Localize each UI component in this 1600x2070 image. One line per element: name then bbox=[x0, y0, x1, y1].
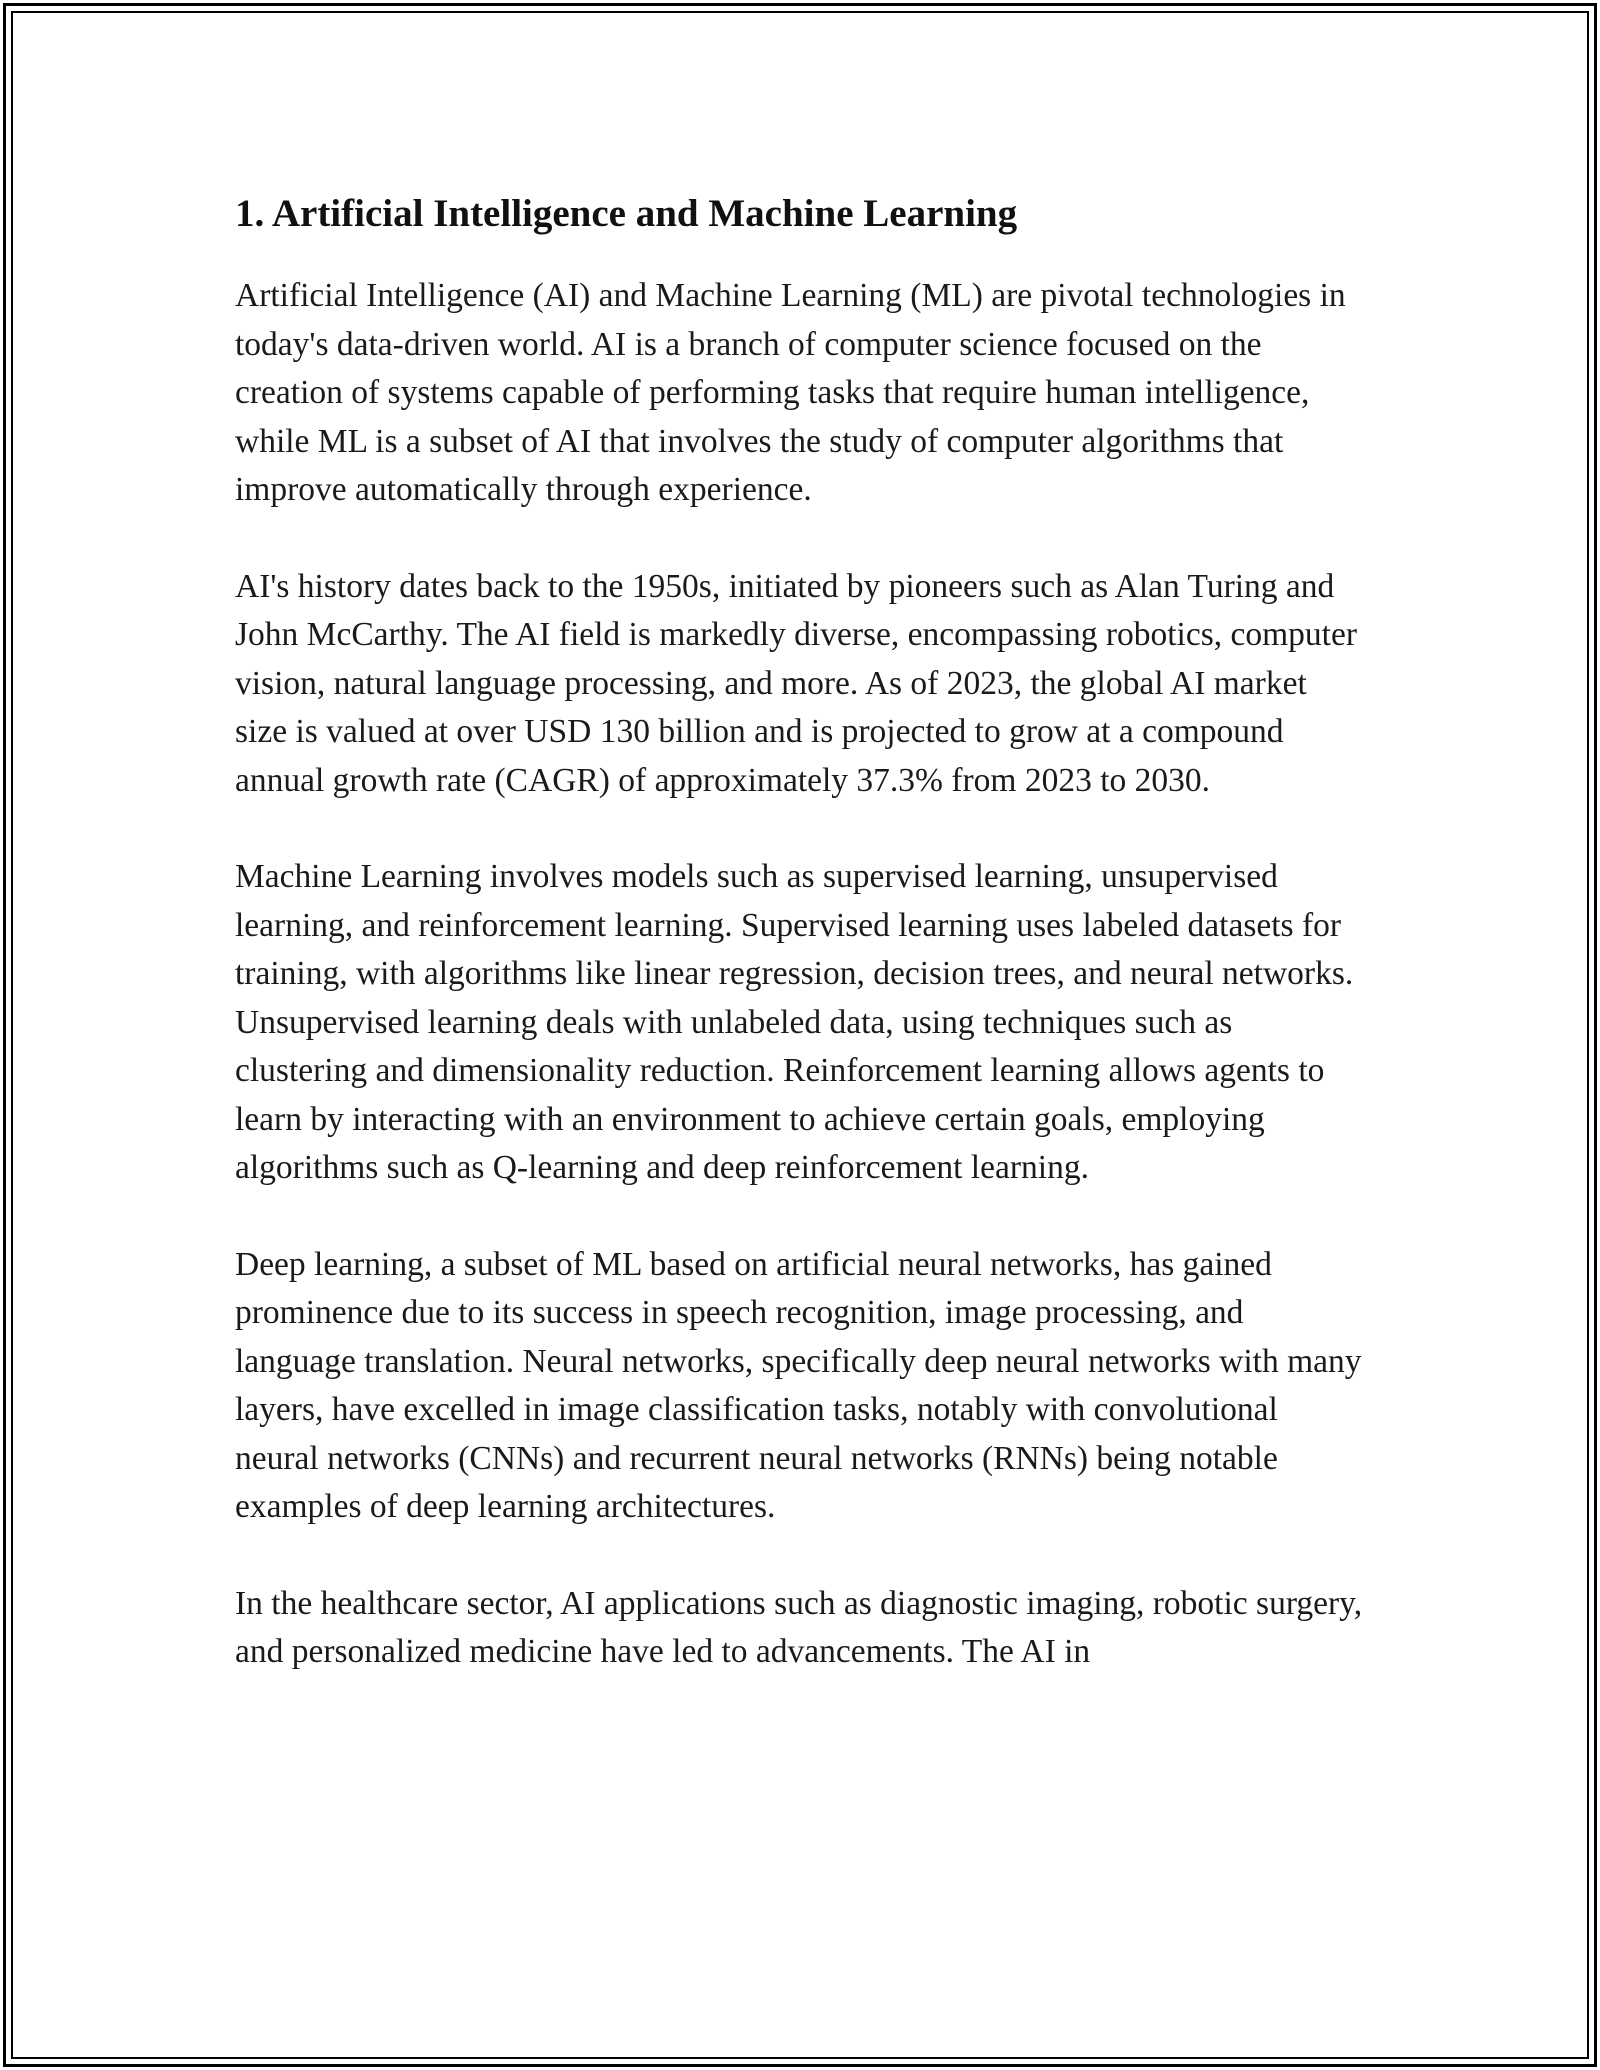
paragraph-ml-models: Machine Learning involves models such as supervised learning, unsupervised learning, and reinforcement learning. Supervised learning uses labeled datasets for training, with algorithms like linear regression, decision trees, and neural networks. Unsupervised learning deals with unlabeled data, using techniques such as clustering and dimensionality reduction. Reinforcement learning allows agents to learn by interacting with an environment to achieve certain goals, employing algorithms such as Q-learning and deep reinforcement learning. bbox=[235, 858, 1354, 1186]
section-title: 1. Artificial Intelligence and Machine Learning bbox=[235, 192, 1018, 235]
paragraph-history: AI's history dates back to the 1950s, initiated by pioneers such as Alan Turing and John McCarthy. The AI field is markedly diverse, encompassing robotics, computer vision, natural language processing, and more. As of 2023, the global AI market size is valued at over USD 130 billion and is projected to grow at a compound annual growth rate (CAGR) of approximately 37.3% from 2023 to 2030. bbox=[235, 567, 1358, 799]
paragraph-deep-learning: Deep learning, a subset of ML based on artificial neural networks, has gained prominence due to its success in speech recognition, image processing, and language translation. Neural networks, specifically deep neural networks with many layers, have excelled in image classification tasks, notably with convolutional neural networks (CNNs) and recurrent neural networks (RNNs) being notable examples of deep learning architectures. bbox=[235, 1245, 1362, 1525]
document-body bbox=[235, 184, 1365, 1677]
paragraph-intro: Artificial Intelligence (AI) and Machine Learning (ML) are pivotal technologies in today's data-driven world. AI is a branch of computer science focused on the creation of systems capable of performing tasks that require human intelligence, while ML is a subset of AI that involves the study of computer algorithms that improve automatically through experience. bbox=[235, 277, 1346, 508]
paragraph-healthcare: In the healthcare sector, AI applications such as diagnostic imaging, robotic surgery, and personalized medicine have led to advancements. The AI in bbox=[235, 1584, 1363, 1670]
